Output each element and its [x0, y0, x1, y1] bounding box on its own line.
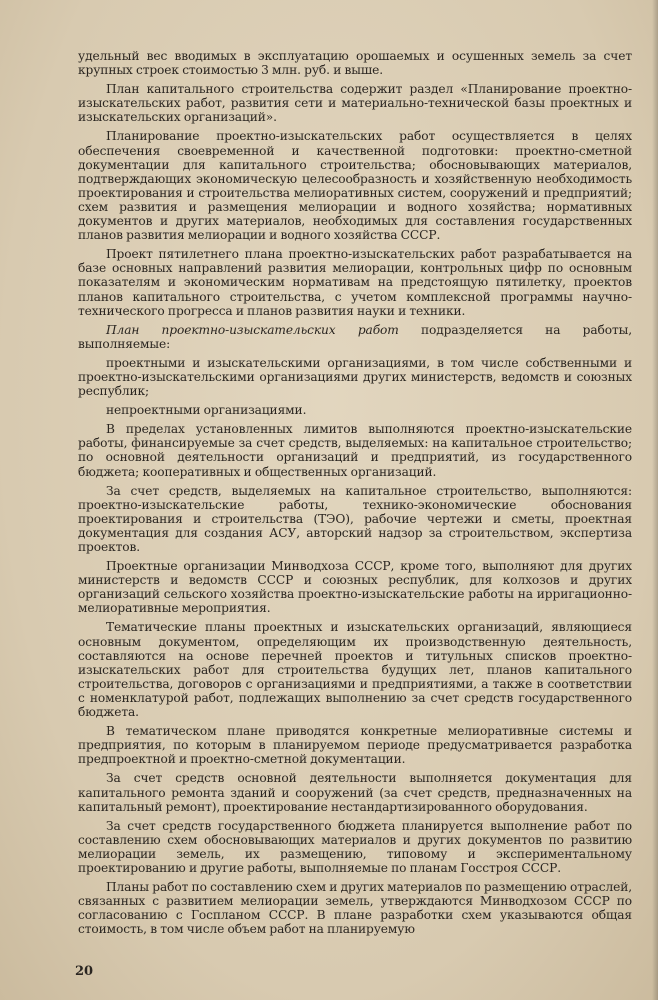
paragraph: проектными и изыскательскими организациями, в том числе собственными и проектно-изыскательскими организациями других министерств, ведомств и союзных республик; [78, 355, 632, 399]
paragraph: Проект пятилетнего плана проектно-изыскательских работ разрабатывается на базе основных направлений развития мелиорации, контрольных цифр по основным показателям и экономическим нормативам на предстоящую пятилетку, проектов планов капитального строительства, с учетом комплексной программы научно-технического прогресса и планов развития науки и техники. [78, 247, 632, 318]
paragraph: За счет средств, выделяемых на капитальное строительство, выполняются: проектно-изыскательские работы, технико-экономические обоснования проектирования и строительства (ТЭО), рабочие чертежи и сметы, проектная документация для создания АСУ, авторский надзор за строительством, экспертиза проектов. [78, 483, 632, 554]
paragraph: За счет средств основной деятельности выполняется документация для капитального ремонта зданий и сооружений (за счет средств, предназначенных на капитальный ремонт), проектирование нестандартизированного оборудования. [78, 771, 632, 814]
italic-lead: План проектно-изыскательских работ [106, 322, 399, 337]
paragraph: удельный вес вводимых в эксплуатацию орошаемых и осушенных земель за счет крупных строек стоимостью 3 млн. руб. и выше. [78, 49, 632, 78]
paragraph: Проектные организации Минводхоза СССР, кроме того, выполняют для других министерств и ведомств СССР и союзных республик, для колхозов и других организаций сельского хозяйства проектно-изыскательские работы на ирригационно-мелиоративные мероприятия. [78, 559, 632, 616]
paragraph: План капитального строительства содержит раздел «Планирование проектно-изыскательских работ, развития сети и материально-технической базы проектных и изыскательских организаций». [78, 82, 632, 125]
paragraph: За счет средств государственного бюджета планируется выполнение работ по составлению схем обосновывающих материалов и других документов по развитию мелиорации земель, их размещению, типовому и экспериментальному проектированию и другие работы, выполняемые по планам Госстроя СССР. [78, 818, 632, 875]
body-text [78, 49, 632, 936]
paragraph: В тематическом плане приводятся конкретные мелиоративные системы и предприятия, по которым в планируемом периоде предусматривается разработка предпроектной и проектно-сметной документации. [78, 724, 632, 767]
paragraph: Тематические планы проектных и изыскательских организаций, являющиеся основным документом, определяющим их производственную деятельность, составляются на основе перечней проектов и титульных списков проектно-изыскательских работ для строительства будущих лет, планов капитального строительства, договоров с организациями и предприятиями, а также в соответствии с номенклатурой работ, подлежащих выполнению за счет средств государственного бюджета. [78, 620, 632, 720]
paragraph: Планы работ по составлению схем и других материалов по размещению отраслей, связанных с развитием мелиорации земель, утверждаются Минводхозом СССР по согласованию с Госпланом СССР. В плане разработки схем указываются общая стоимость, в том числе объем работ на планируемую [78, 880, 632, 937]
paragraph-rest: подразделяется на работы, выполняемые: [78, 322, 633, 351]
page-number: 20 [75, 964, 94, 979]
page-edge-shadow [652, 0, 658, 1000]
paragraph: непроектными организациями. [106, 403, 307, 418]
paragraph: В пределах установленных лимитов выполняются проектно-изыскательские работы, финансируемые за счет средств, выделяемых: на капитальное строительство; по основной деятельности организаций и предприятий, из государственного бюджета; кооперативных и общественных организаций. [78, 422, 632, 479]
paragraph: Планирование проектно-изыскательских работ осуществляется в целях обеспечения своевременной и качественной подготовки: проектно-сметной документации для капитального строительства; обосновывающих материалов, подтверждающих экономическую целесообразность и хозяйственную необходимость проектирования и строительства мелиоративных систем, сооружений и предприятий; схем развития и размещения мелиорации и водного хозяйства; нормативных документов и других материалов, необходимых для составления государственных планов развития мелиорации и водного хозяйства СССР. [78, 129, 632, 243]
paragraph [78, 323, 632, 351]
